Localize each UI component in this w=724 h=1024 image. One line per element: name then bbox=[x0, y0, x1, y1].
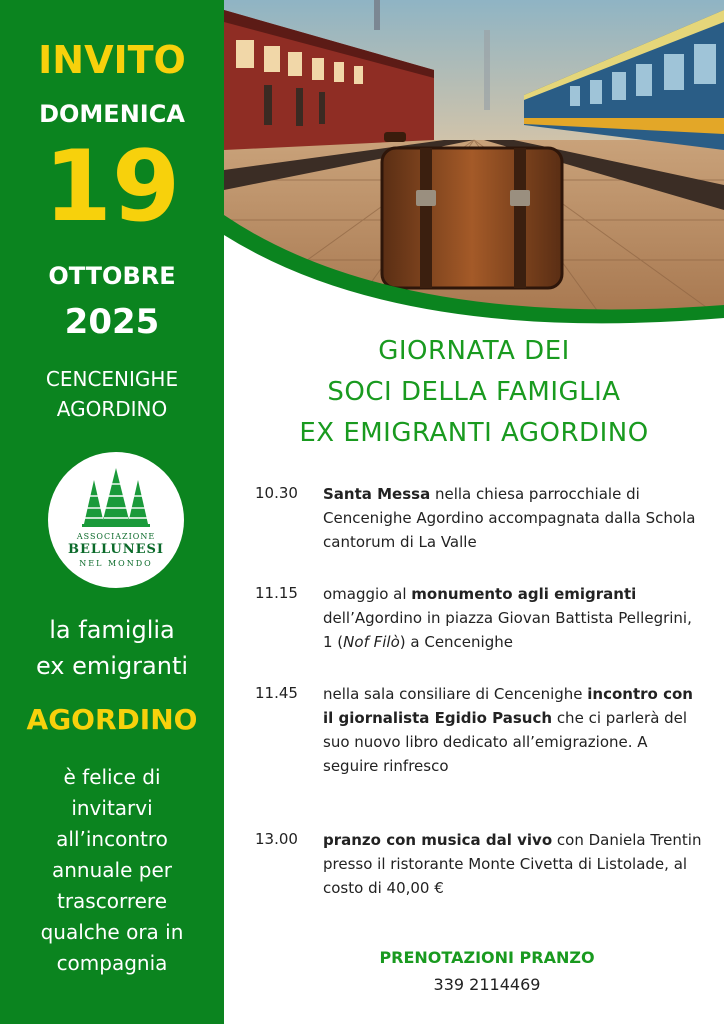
pine-trees-logo-icon bbox=[80, 466, 152, 530]
event-text: nella chiesa parrocchiale di Cencenighe Agordino accompagnata dalla Schola cantorum di La Valle bbox=[323, 485, 696, 551]
event-highlight: monumento agli emigranti bbox=[411, 585, 637, 603]
booking-phone: 339 2114469 bbox=[433, 975, 541, 994]
weekday: DOMENICA bbox=[39, 100, 185, 128]
invite-text-line: compagnia bbox=[56, 951, 168, 975]
event-description bbox=[323, 828, 703, 900]
event-text: con Daniela Trentin presso il ristorante Monte Civetta di Listolade, al costo di 40,00 € bbox=[323, 831, 702, 897]
logo-text-line-2: BELLUNESI bbox=[67, 542, 165, 557]
event-text: che ci parlerà del suo nuovo libro dedicato all’emigrazione. A seguire rinfresco bbox=[323, 709, 688, 775]
event-time: 13.00 bbox=[255, 830, 298, 848]
invite-text-line: all’incontro bbox=[56, 827, 168, 851]
main-title-line-3: EX EMIGRANTI AGORDINO bbox=[299, 418, 649, 448]
event-highlight: Santa Messa bbox=[323, 485, 431, 503]
family-line-2: ex emigranti bbox=[35, 652, 189, 680]
logo-text-line-1: ASSOCIAZIONE bbox=[76, 532, 156, 541]
event-time: 11.45 bbox=[255, 684, 298, 702]
invite-heading: INVITO bbox=[38, 38, 186, 82]
association-logo bbox=[48, 452, 184, 588]
event-time: 11.15 bbox=[255, 584, 298, 602]
invite-text-line: qualche ora in bbox=[40, 920, 184, 944]
event-text: ) a Cencenighe bbox=[399, 633, 513, 651]
family-line-1: la famiglia bbox=[49, 616, 175, 644]
invite-text-line: è felice di bbox=[63, 765, 161, 789]
event-description bbox=[323, 582, 703, 654]
event-time: 10.30 bbox=[255, 484, 298, 502]
year: 2025 bbox=[64, 302, 160, 342]
event-text: omaggio al bbox=[323, 585, 412, 603]
place-line-2: AGORDINO bbox=[56, 397, 168, 421]
event-highlight: incontro con il giornalista Egidio Pasuch bbox=[323, 685, 693, 727]
main-title-line-2: SOCI DELLA FAMIGLIA bbox=[327, 377, 621, 407]
invite-text-line: trascorrere bbox=[56, 889, 168, 913]
main-title-line-1: GIORNATA DEI bbox=[378, 336, 570, 366]
booking-label: PRENOTAZIONI PRANZO bbox=[379, 948, 595, 967]
invite-text-line: annuale per bbox=[52, 858, 172, 882]
event-description bbox=[323, 682, 703, 778]
sidebar-panel bbox=[0, 0, 224, 1024]
header-photo bbox=[224, 0, 724, 325]
place-line-1: CENCENIGHE bbox=[45, 367, 179, 391]
invite-text-line: invitarvi bbox=[71, 796, 153, 820]
event-highlight: pranzo con musica dal vivo bbox=[323, 831, 553, 849]
event-description bbox=[323, 482, 703, 554]
event-text: dell’Agordino in piazza Giovan Battista Pellegrini, 1 ( bbox=[323, 609, 692, 651]
day-number: 19 bbox=[43, 130, 181, 244]
event-text: nella sala consiliare di Cencenighe bbox=[323, 685, 588, 703]
family-name: AGORDINO bbox=[26, 703, 198, 736]
logo-text-line-3: NEL MONDO bbox=[79, 559, 153, 568]
event-text: Nof Filò bbox=[343, 633, 400, 651]
suitcase-platform-illustration bbox=[224, 0, 724, 325]
month: OTTOBRE bbox=[48, 262, 176, 290]
